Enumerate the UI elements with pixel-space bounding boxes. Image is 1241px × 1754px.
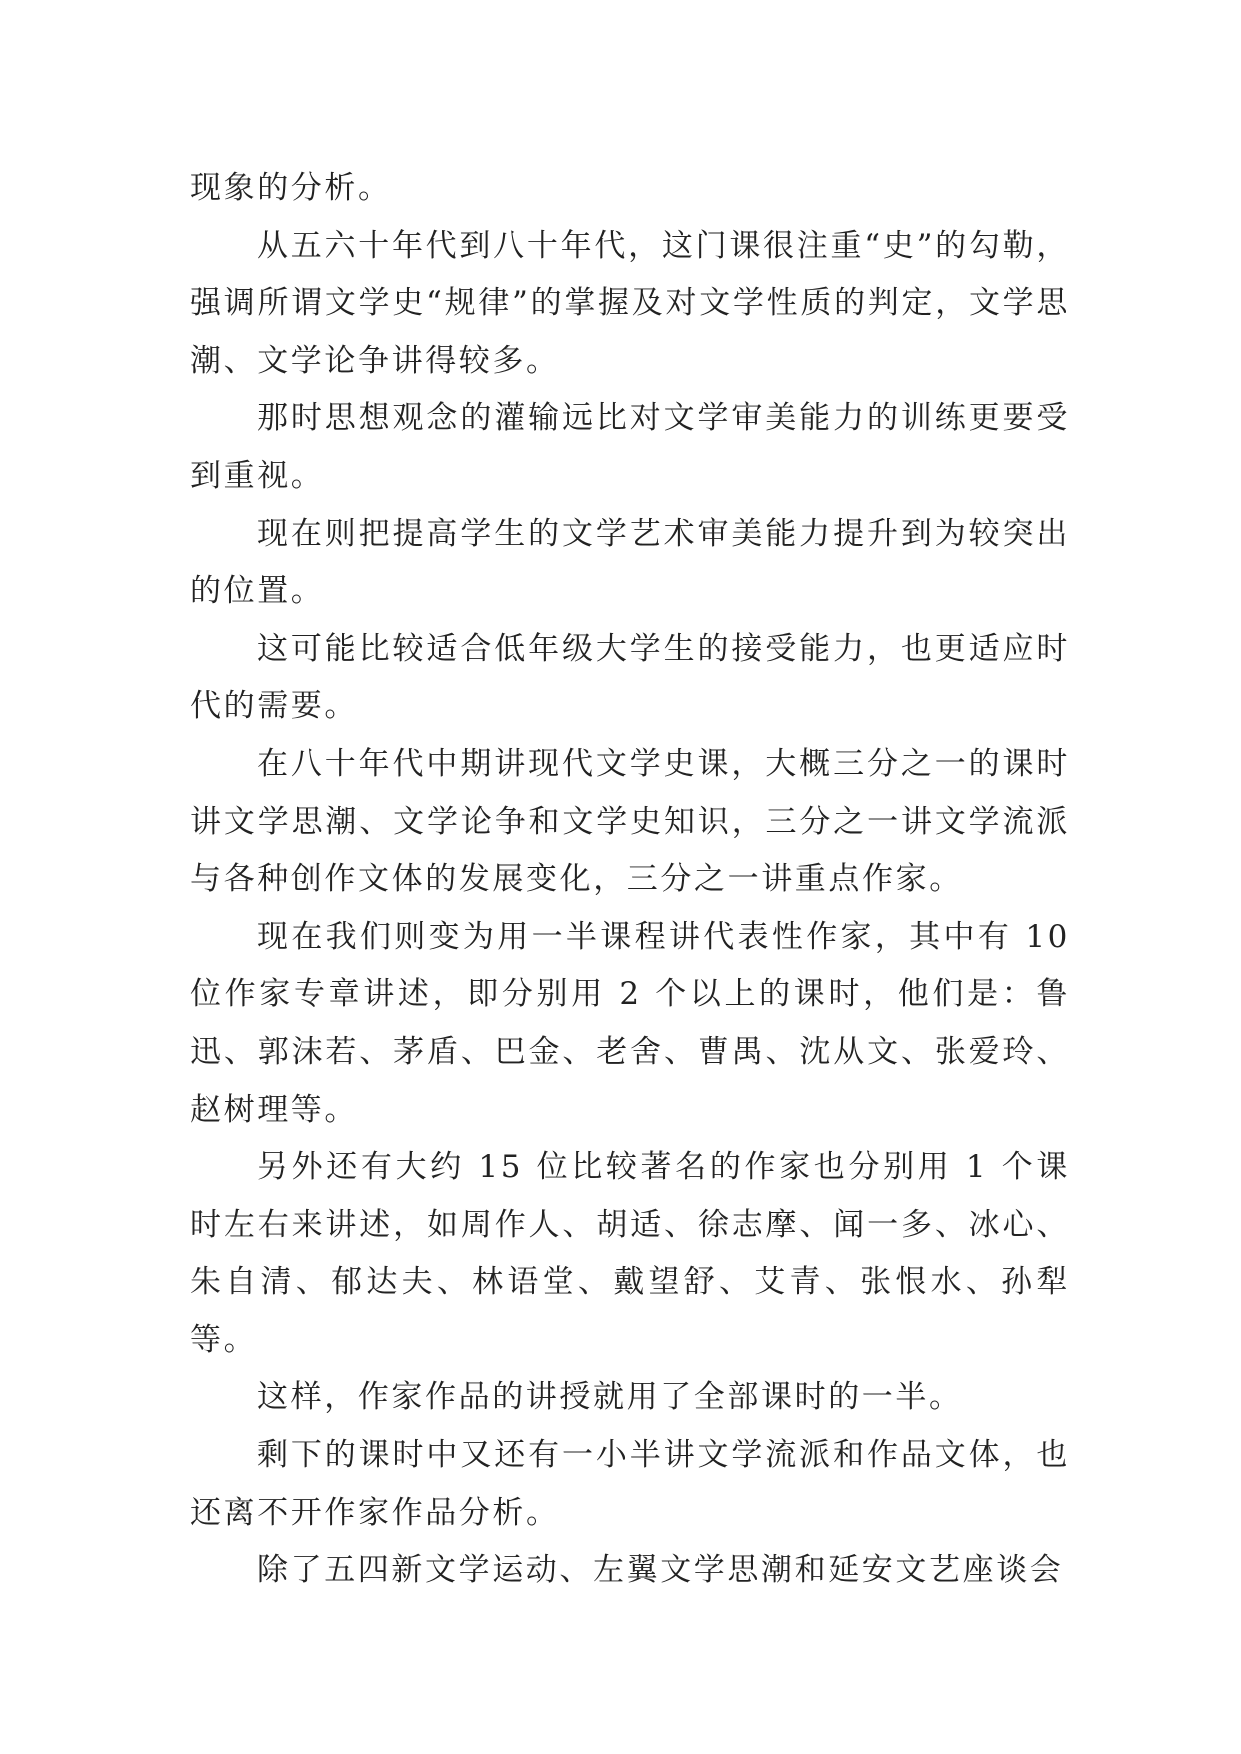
paragraph: 另外还有大约 15 位比较著名的作家也分别用 1 个课时左右来讲述，如周作人、胡适、徐志摩、闻一多、冰心、朱自清、郁达夫、林语堂、戴望舒、艾青、张恨水、孙犁等。 [190, 1149, 1070, 1358]
paragraph: 从五六十年代到八十年代，这门课很注重“史”的勾勒，强调所谓文学史“规律”的掌握及对文学性质的判定，文学思潮、文学论争讲得较多。 [190, 227, 1070, 379]
paragraph: 现在我们则变为用一半课程讲代表性作家，其中有 10 位作家专章讲述，即分别用 2 个以上的课时，他们是：鲁迅、郭沫若、茅盾、巴金、老舍、曹禺、沈从文、张爱玲、赵树理等。 [190, 918, 1070, 1128]
paragraph: 那时思想观念的灌输远比对文学审美能力的训练更要受到重视。 [190, 400, 1070, 494]
paragraph: 这样，作家作品的讲授就用了全部课时的一半。 [257, 1379, 963, 1416]
paragraph: 在八十年代中期讲现代文学史课，大概三分之一的课时讲文学思潮、文学论争和文学史知识，三分之一讲文学流派与各种创作文体的发展变化，三分之一讲重点作家。 [190, 745, 1070, 898]
paragraph: 剩下的课时中又还有一小半讲文学流派和作品文体，也还离不开作家作品分析。 [190, 1437, 1070, 1531]
paragraph: 这可能比较适合低年级大学生的接受能力，也更适应时代的需要。 [190, 630, 1070, 725]
body-text [190, 160, 1070, 1600]
paragraph: 现象的分析。 [190, 170, 392, 206]
paragraph: 除了五四新文学运动、左翼文学思潮和延安文艺座谈会 [257, 1552, 1064, 1589]
paragraph: 现在则把提高学生的文学艺术审美能力提升到为较突出的位置。 [190, 515, 1070, 610]
